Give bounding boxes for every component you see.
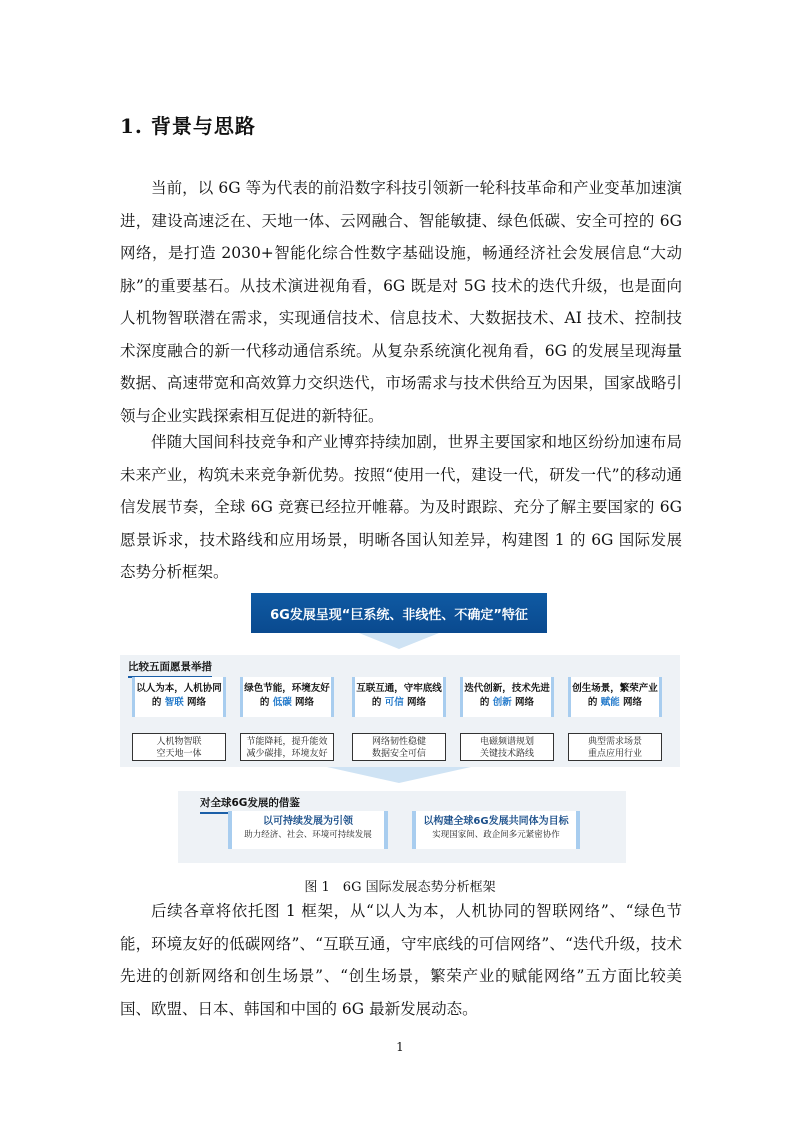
lessons-panel xyxy=(178,791,626,863)
vision-keyword: 可信 xyxy=(384,697,404,708)
lesson-box: 以构建全球6G发展共同体为目标 实现国家间、政企间多元紧密协作 xyxy=(412,811,580,849)
vision-keyword: 智联 xyxy=(164,697,184,708)
lesson-box: 以可持续发展为引领 助力经济、社会、环境可持续发展 xyxy=(228,811,388,849)
section-heading: 1. 背景与思路 xyxy=(120,114,256,138)
paragraph-2: 伴随大国间科技竞争和产业博弈持续加剧，世界主要国家和地区纷纷加速布局未来产业，构筑未来竞争新优势。按照“使用一代，建设一代，研发一代”的移动通信发展节奏，全球 6G 竞赛已经拉开帷幕。为及时跟踪、充分了解主要国家的 6G 愿景诉求，技术路线和应用场景，明晰各国认知差异，构建图 1 的 6G 国际发展态势分析框架。 xyxy=(120,433,682,581)
lessons-panel-title: 对全球6G发展的借鉴 xyxy=(200,795,300,814)
framework-figure xyxy=(120,593,680,863)
down-arrow-icon xyxy=(327,767,471,783)
vision-detail-box: 电磁频谱规划 关键技术路线 xyxy=(460,733,554,761)
vision-keyword: 创新 xyxy=(492,697,512,708)
vision-panel-title: 比较五面愿景举措 xyxy=(128,659,212,678)
figure-caption: 图 1 6G 国际发展态势分析框架 xyxy=(304,880,496,895)
paragraph-3: 后续各章将依托图 1 框架，从“以人为本，人机协同的智联网络”、“绿色节能，环境友好的低碳网络”、“互联互通，守牢底线的可信网络”、“迭代升级，技术先进的创新网络和创生场景”、“创生场景，繁荣产业的赋能网络”五方面比较美国、欧盟、日本、韩国和中国的 6G 最新发展动态。 xyxy=(120,902,682,1018)
vision-detail-box: 节能降耗，提升能效 减少碳排，环境友好 xyxy=(240,733,334,761)
vision-panel xyxy=(120,655,680,767)
vision-detail-box: 网络韧性稳健 数据安全可信 xyxy=(352,733,446,761)
vision-box: 互联互通，守牢底线 的 可信 网络 xyxy=(352,677,446,717)
vision-detail-box: 典型需求场景 重点应用行业 xyxy=(568,733,662,761)
vision-keyword: 低碳 xyxy=(272,697,292,708)
down-arrow-icon xyxy=(359,633,439,649)
vision-box: 绿色节能，环境友好 的 低碳 网络 xyxy=(240,677,334,717)
paragraph-1: 当前，以 6G 等为代表的前沿数字科技引领新一轮科技革命和产业变革加速演进，建设高速泛在、天地一体、云网融合、智能敏捷、绿色低碳、安全可控的 6G 网络，是打造 2030+智能化综合性数字基础设施，畅通经济社会发展信息“大动脉”的重要基石。从技术演进视角看，6G 既是对 5G 技术的迭代升级，也是面向人机物智联潜在需求，实现通信技术、信息技术、大数据技术、AI 技术、控制技术深度融合的新一代移动通信系统。从复杂系统演化视角看，6G 的发展呈现海量数据、高速带宽和高效算力交织迭代，市场需求与技术供给互为因果，国家战略引领与企业实践探索相互促进的新特征。 xyxy=(120,179,682,425)
vision-box: 迭代创新，技术先进 的 创新 网络 xyxy=(460,677,554,717)
vision-detail-box: 人机物智联 空天地一体 xyxy=(132,733,226,761)
vision-box: 以人为本，人机协同 的 智联 网络 xyxy=(132,677,226,717)
figure-banner: 6G发展呈现“巨系统、非线性、不确定”特征 xyxy=(251,593,547,633)
vision-box: 创生场景，繁荣产业 的 赋能 网络 xyxy=(568,677,662,717)
vision-keyword: 赋能 xyxy=(600,697,620,708)
page-number: 1 xyxy=(396,1040,404,1054)
